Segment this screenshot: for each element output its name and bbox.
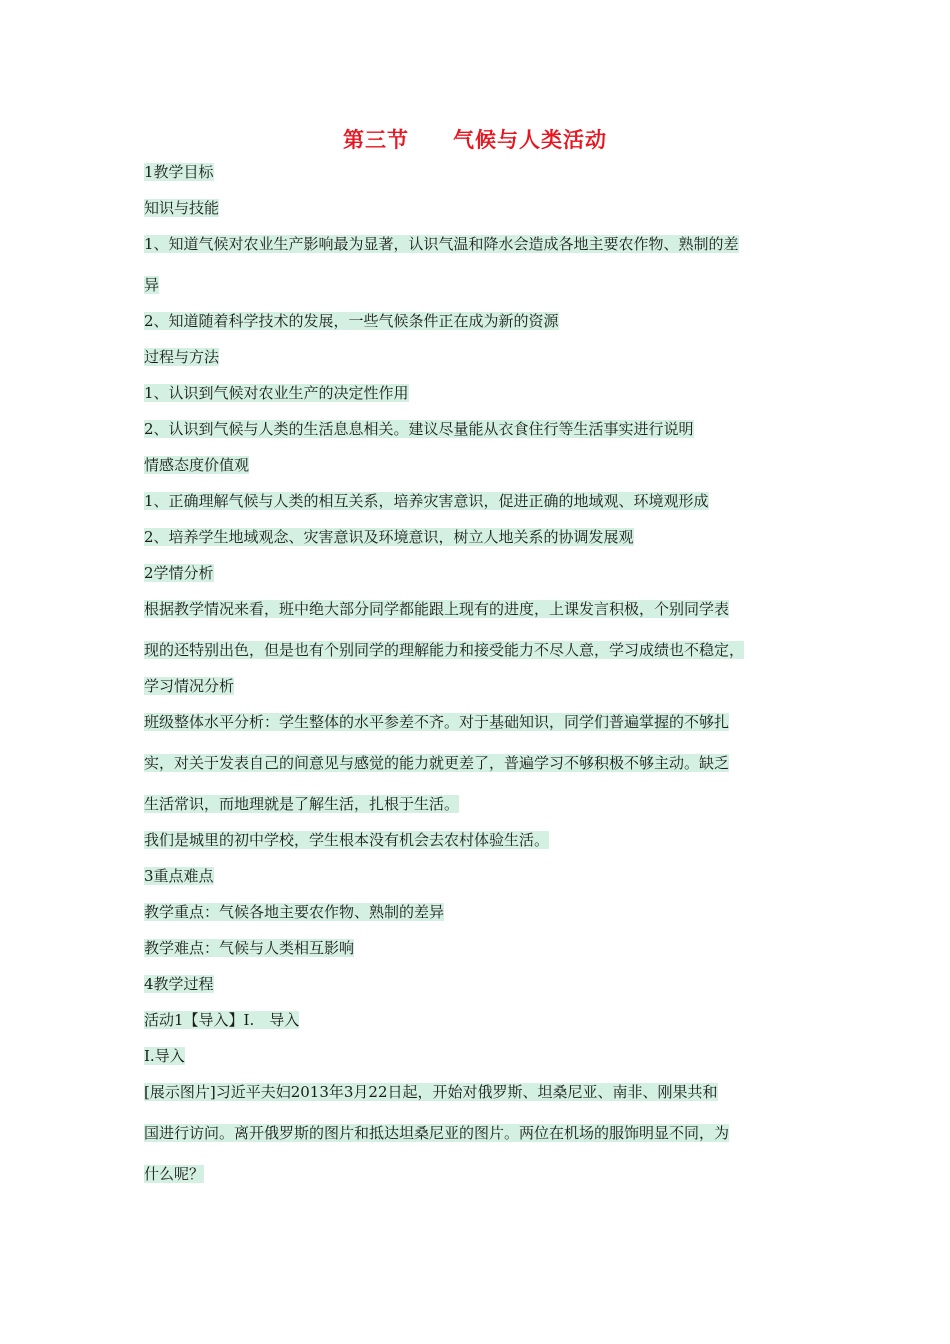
section-heading-objectives: 1教学目标 bbox=[144, 163, 214, 181]
paragraph-line: 现的还特别出色，但是也有个别同学的理解能力和接受能力不尽人意，学习成绩也不稳定， bbox=[144, 641, 745, 659]
paragraph-line: 异 bbox=[144, 276, 160, 294]
page-title: 第三节 气候与人类活动 bbox=[343, 128, 607, 152]
paragraph-line: 2、知道随着科学技术的发展，一些气候条件正在成为新的资源 bbox=[144, 312, 559, 330]
paragraph-line: 1、知道气候对农业生产影响最为显著，认识气温和降水会造成各地主要农作物、熟制的差 bbox=[144, 235, 739, 253]
paragraph-line: 国进行访问。离开俄罗斯的图片和抵达坦桑尼亚的图片。两位在机场的服饰明显不同，为 bbox=[144, 1124, 730, 1142]
section-heading-student-analysis: 2学情分析 bbox=[144, 564, 214, 582]
paragraph-line: 教学难点：气候与人类相互影响 bbox=[144, 939, 355, 957]
section-heading-key-points: 3重点难点 bbox=[144, 867, 214, 885]
paragraph-line: 什么呢？ bbox=[144, 1165, 205, 1183]
paragraph-line: 1、认识到气候对农业生产的决定性作用 bbox=[144, 384, 409, 402]
paragraph-line: [展示图片]习近平夫妇2013年3月22日起，开始对俄罗斯、坦桑尼亚、南非、刚果共和 bbox=[144, 1083, 718, 1101]
section-heading-teaching-process: 4教学过程 bbox=[144, 975, 214, 993]
activity-heading: 活动1【导入】I. 导入 bbox=[144, 1011, 300, 1029]
paragraph-line: 教学重点：气候各地主要农作物、熟制的差异 bbox=[144, 903, 445, 921]
subheading-learning-analysis: 学习情况分析 bbox=[144, 677, 235, 695]
paragraph-line: 2、认识到气候与人类的生活息息相关。建议尽量能从衣食住行等生活事实进行说明 bbox=[144, 420, 694, 438]
paragraph-line: 我们是城里的初中学校，学生根本没有机会去农村体验生活。 bbox=[144, 831, 550, 849]
paragraph-line: 根据教学情况来看，班中绝大部分同学都能跟上现有的进度，上课发言积极，个别同学表 bbox=[144, 600, 730, 618]
paragraph-line: 实，对关于发表自己的间意见与感觉的能力就更差了，普遍学习不够积极不够主动。缺乏 bbox=[144, 754, 730, 772]
paragraph-line: 1、正确理解气候与人类的相互关系，培养灾害意识，促进正确的地域观、环境观形成 bbox=[144, 492, 709, 510]
subheading-process-methods: 过程与方法 bbox=[144, 348, 220, 366]
subheading-introduction: I.导入 bbox=[144, 1047, 185, 1065]
paragraph-line: 班级整体水平分析：学生整体的水平参差不齐。对于基础知识，同学们普遍掌握的不够扎 bbox=[144, 713, 730, 731]
subheading-knowledge-skills: 知识与技能 bbox=[144, 199, 220, 217]
paragraph-line: 2、培养学生地域观念、灾害意识及环境意识，树立人地关系的协调发展观 bbox=[144, 528, 634, 546]
subheading-attitude-values: 情感态度价值观 bbox=[144, 456, 250, 474]
paragraph-line: 生活常识，而地理就是了解生活，扎根于生活。 bbox=[144, 795, 460, 813]
